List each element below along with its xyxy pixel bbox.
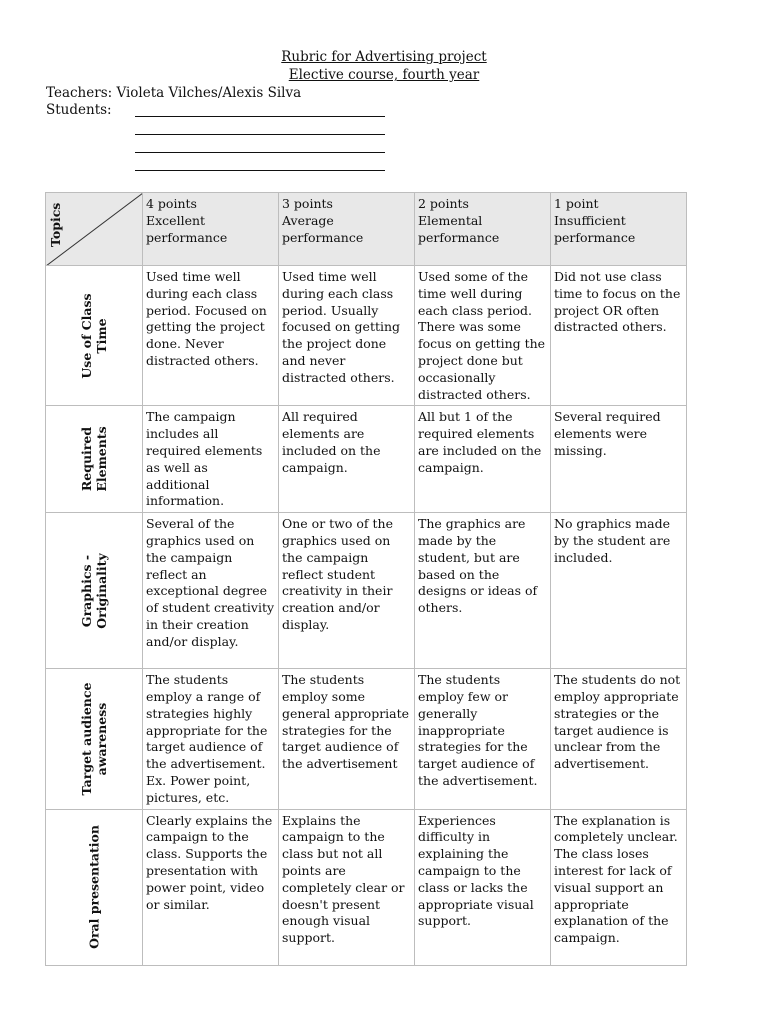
criterion-cell: Several required elements were missing. — [551, 406, 687, 513]
row-topic-class-time — [46, 266, 143, 406]
criterion-cell: All but 1 of the required elements are included on the campaign. — [415, 406, 551, 513]
student-name-line-1 — [135, 116, 385, 117]
teachers-label: Teachers: — [46, 85, 113, 101]
students-label: Students: — [46, 102, 112, 118]
row-topic-graphics — [46, 513, 143, 669]
criterion-cell: Used time well during each class period. Focused on getting the project done. Never distracted others. — [143, 266, 279, 406]
student-name-line-2 — [135, 134, 385, 135]
column-header-2-points — [415, 193, 551, 266]
points-label: 3 points — [282, 196, 333, 211]
topic-label-line1: Target audience — [79, 682, 94, 796]
rubric-row-required-elements — [46, 406, 687, 513]
topics-label: Topics — [48, 202, 63, 247]
criterion-cell: Clearly explains the campaign to the class. Supports the presentation with power point, video or similar. — [143, 809, 279, 965]
performance-level: Insufficient — [554, 212, 626, 228]
student-name-line-4 — [135, 170, 385, 171]
criterion-cell: The students employ some general appropriate strategies for the target audience of the advertisement — [279, 669, 415, 809]
topic-label-line1: Use of Class — [79, 293, 94, 379]
performance-level: Average — [282, 212, 334, 228]
points-label: 2 points — [418, 196, 469, 211]
topic-label-line2: Time — [94, 318, 109, 354]
rubric-header-row — [46, 193, 687, 266]
criterion-cell: Used some of the time well during each class period. There was some focus on getting the project done but occasionally distracted others. — [415, 266, 551, 406]
performance-word: performance — [282, 229, 364, 245]
rubric-row-class-time — [46, 266, 687, 406]
criterion-cell: The graphics are made by the student, but are based on the designs or ideas of others. — [415, 513, 551, 669]
performance-word: performance — [418, 229, 500, 245]
criterion-cell: Explains the campaign to the class but not all points are completely clear or doesn't present enough visual support. — [279, 809, 415, 965]
criterion-cell: The students employ few or generally inappropriate strategies for the target audience of the advertisement. — [415, 669, 551, 809]
criterion-cell: No graphics made by the student are included. — [551, 513, 687, 669]
column-header-4-points — [143, 193, 279, 266]
student-name-line-3 — [135, 152, 385, 153]
criterion-cell: Used time well during each class period. Usually focused on getting the project done and never distracted others. — [279, 266, 415, 406]
row-topic-oral-presentation — [46, 809, 143, 965]
performance-level: Excellent — [146, 212, 206, 228]
topic-label-line2: Elements — [94, 426, 109, 492]
topic-label-line2: awareness — [94, 702, 109, 776]
points-label: 4 points — [146, 196, 197, 211]
points-label: 1 point — [554, 196, 599, 211]
performance-word: performance — [146, 229, 228, 245]
criterion-cell: One or two of the graphics used on the campaign reflect student creativity in their creation and/or display. — [279, 513, 415, 669]
criterion-cell: Experiences difficulty in explaining the campaign to the class or lacks the appropriate visual support. — [415, 809, 551, 965]
performance-word: performance — [554, 229, 636, 245]
criterion-cell: The students do not employ appropriate strategies or the target audience is unclear from the advertisement. — [551, 669, 687, 809]
topic-label-line1: Oral presentation — [86, 825, 102, 949]
criterion-cell: All required elements are included on the campaign. — [279, 406, 415, 513]
teachers-line — [46, 84, 301, 102]
criterion-cell: The explanation is completely unclear. The class loses interest for lack of visual support an appropriate explanation of the campaign. — [551, 809, 687, 965]
criterion-cell: Several of the graphics used on the campaign reflect an exceptional degree of student creativity in their creation and/or display. — [143, 513, 279, 669]
criterion-cell: The students employ a range of strategies highly appropriate for the target audience of the advertisement. Ex. Power point, pictures, etc. — [143, 669, 279, 809]
topic-label-line1: Required — [79, 427, 94, 492]
topic-label-line1: Graphics - — [79, 554, 94, 627]
performance-level: Elemental — [418, 212, 483, 228]
criterion-cell: Did not use class time to focus on the project OR often distracted others. — [551, 266, 687, 406]
row-topic-required-elements — [46, 406, 143, 513]
rubric-row-graphics — [46, 513, 687, 669]
rubric-row-oral-presentation — [46, 809, 687, 965]
teachers-value: Violeta Vilches/Alexis Silva — [116, 85, 302, 101]
row-topic-target-audience — [46, 669, 143, 809]
topics-corner-cell — [46, 193, 143, 266]
document-title: Rubric for Advertising project — [281, 49, 487, 65]
criterion-cell: The campaign includes all required elements as well as additional information. — [143, 406, 279, 513]
rubric-table — [45, 192, 687, 966]
column-header-3-points — [279, 193, 415, 266]
topic-label-line2: Originality — [94, 552, 109, 629]
document-subtitle: Elective course, fourth year — [288, 67, 480, 83]
column-header-1-point — [551, 193, 687, 266]
rubric-row-target-audience — [46, 669, 687, 809]
